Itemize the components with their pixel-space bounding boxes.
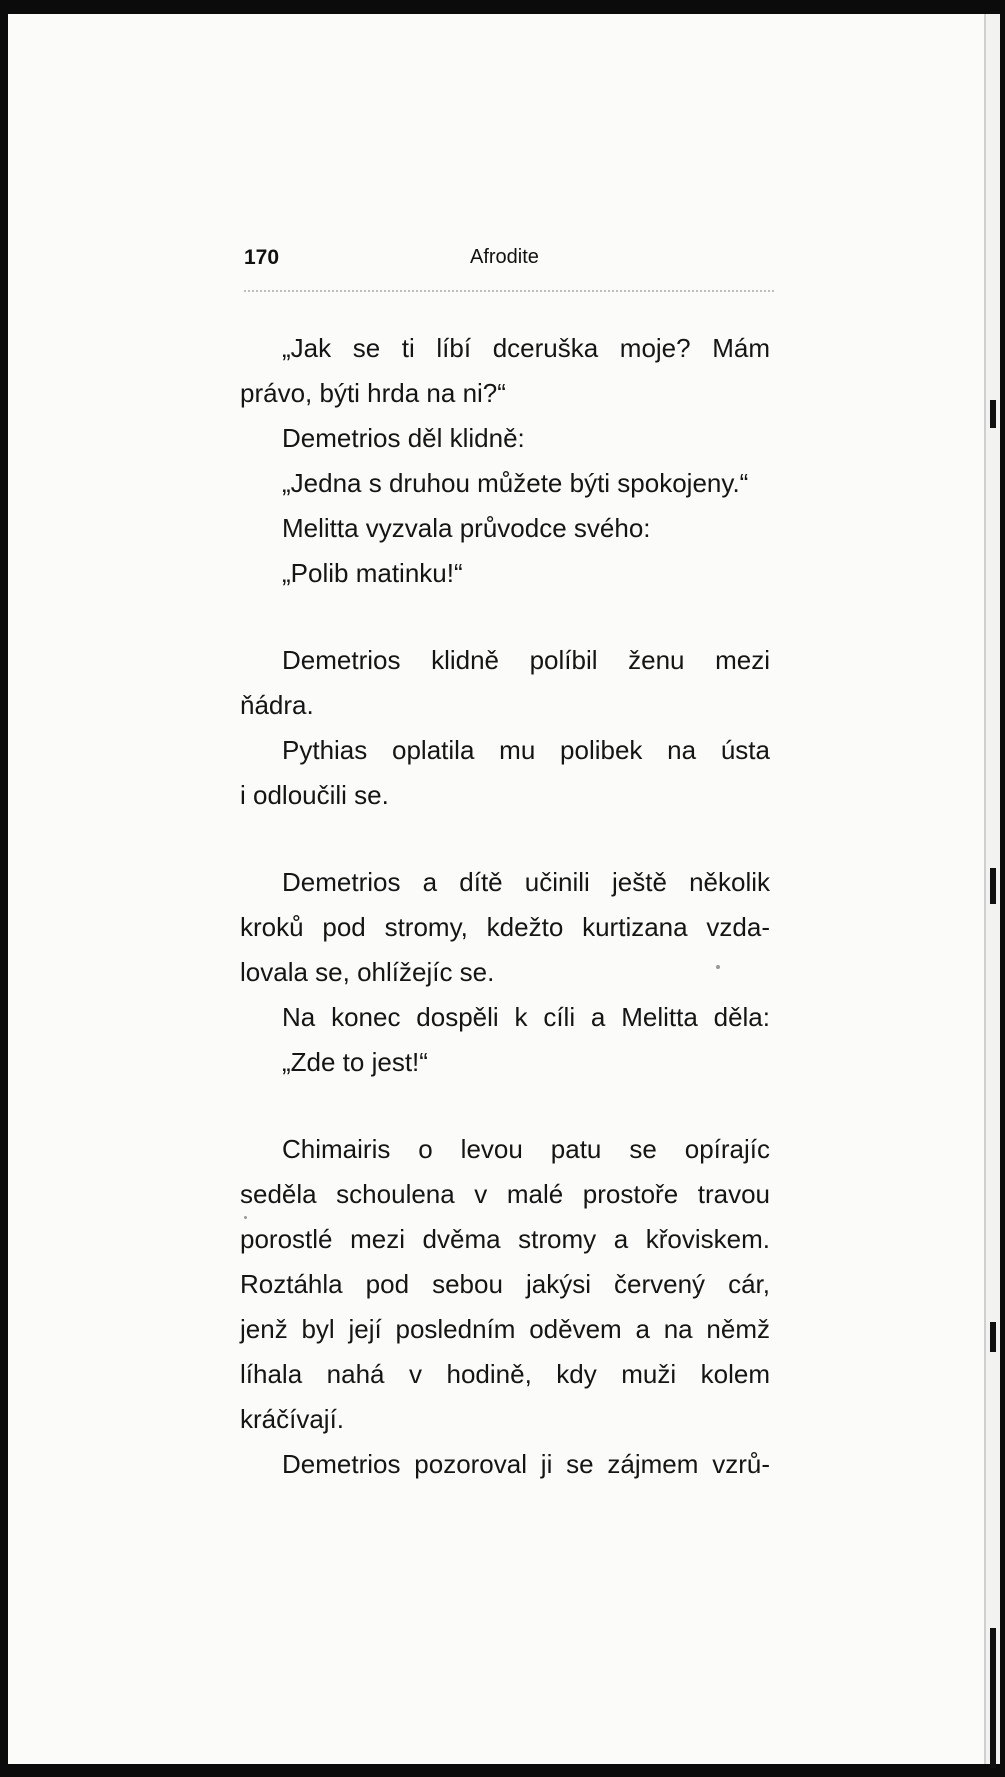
text-line: Demetrios a dítě učinili ještě několik [282, 867, 770, 897]
text-line: Melitta vyzvala průvodce svého: [282, 513, 651, 543]
text-line: Na konec dospěli k cíli a Melitta děla: [282, 1002, 770, 1032]
text-line: Roztáhla pod sebou jakýsi červený cár, [240, 1269, 770, 1299]
text-line: ňádra. [240, 690, 314, 720]
text-line: „Jak se ti líbí dceruška moje? Mám [282, 333, 770, 363]
text-line: „Jedna s druhou můžete býti spokojeny.“ [282, 468, 749, 498]
paragraph [240, 416, 770, 461]
edge-mark [990, 400, 996, 428]
paragraph [240, 1442, 770, 1487]
text-line: lovala se, ohlížejíc se. [240, 957, 495, 987]
text-line: právo, býti hrda na ni?“ [240, 378, 506, 408]
section-gap [240, 1085, 770, 1127]
text-line: Pythias oplatila mu polibek na ústa [282, 735, 770, 765]
paragraph [240, 638, 770, 728]
text-line: i odloučili se. [240, 780, 389, 810]
text-line: kroků pod stromy, kdežto kurtizana vzda- [240, 912, 770, 942]
paragraph [240, 551, 770, 596]
paragraph [240, 728, 770, 818]
text-line: jenž byl její posledním oděvem a na němž [240, 1314, 770, 1344]
text-line: „Zde to jest!“ [282, 1047, 428, 1077]
paragraph [240, 506, 770, 551]
text-line: kráčívají. [240, 1404, 345, 1434]
text-line: „Polib matinku!“ [282, 558, 463, 588]
text-line: Chimairis o levou patu se opírajíc [282, 1134, 770, 1164]
text-line: Demetrios klidně políbil ženu mezi [282, 645, 770, 675]
text-line: porostlé mezi dvěma stromy a křoviskem. [240, 1224, 770, 1254]
paragraph [240, 1127, 770, 1442]
paragraph [240, 995, 770, 1040]
text-line: Demetrios děl klidně: [282, 423, 525, 453]
paragraph [240, 461, 770, 506]
header-rule [244, 290, 774, 292]
section-gap [240, 818, 770, 860]
text-line: líhala nahá v hodině, kdy muži kolem [240, 1359, 770, 1389]
running-header [244, 246, 774, 276]
running-title: Afrodite [470, 246, 539, 268]
text-line: seděla schoulena v malé prostoře travou [240, 1179, 770, 1209]
edge-mark [990, 1628, 996, 1768]
paragraph [240, 860, 770, 995]
page-number: 170 [244, 246, 280, 269]
body-text [240, 326, 770, 1487]
section-gap [240, 596, 770, 638]
text-line: Demetrios pozoroval ji se zájmem vzrů- [282, 1449, 770, 1479]
paragraph [240, 1040, 770, 1085]
paragraph [240, 326, 770, 416]
edge-mark [990, 1322, 996, 1352]
edge-mark [990, 868, 996, 904]
